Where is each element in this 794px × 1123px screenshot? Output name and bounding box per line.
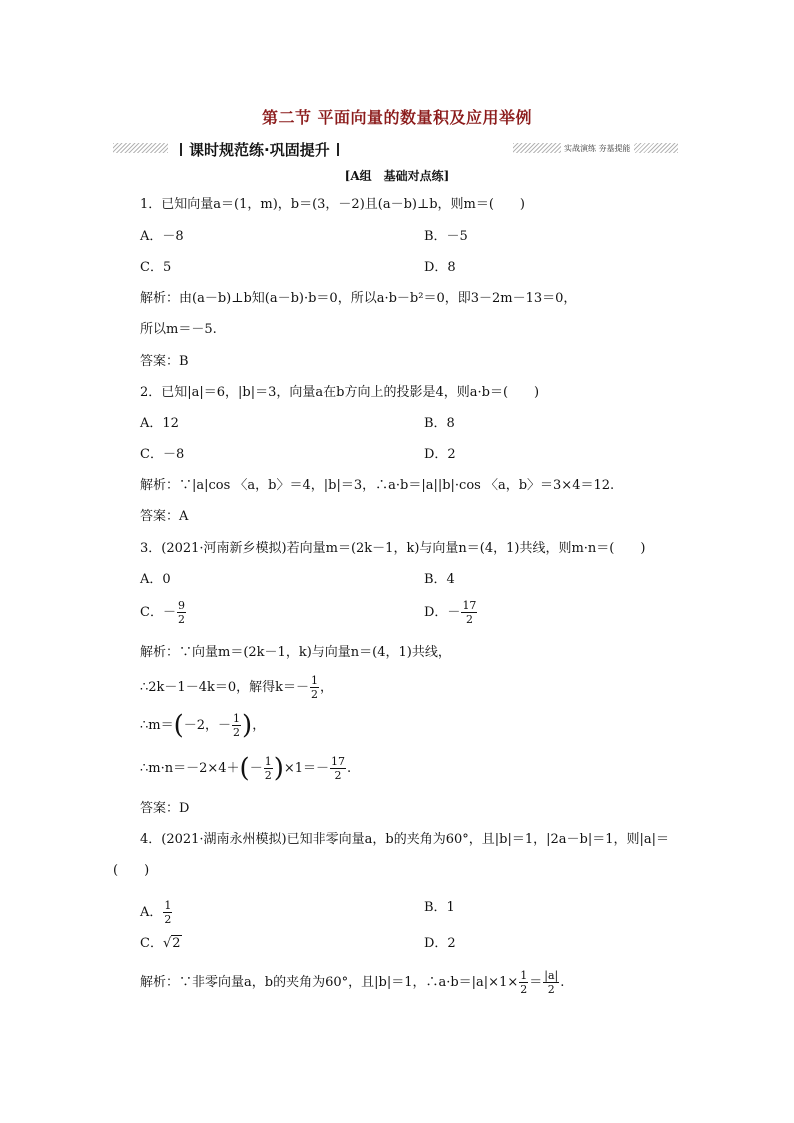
q3-sol4-rparen: ) bbox=[273, 753, 284, 784]
q1-solution-line2: 所以m＝－5. bbox=[140, 322, 217, 337]
q4-sol-num: 1 bbox=[520, 969, 528, 982]
q3-option-c-fraction bbox=[177, 599, 186, 626]
q4-option-a bbox=[140, 899, 173, 926]
banner-hatch-left bbox=[113, 143, 168, 153]
q3-solution-line3 bbox=[140, 712, 265, 739]
q3-solution-line1: 解析：∵向量m＝(2k－1，k)与向量n＝(4，1)共线， bbox=[140, 645, 451, 660]
q4-sol-end: . bbox=[560, 975, 565, 990]
q2-option-d: D．2 bbox=[424, 447, 456, 462]
q1-option-d: D．8 bbox=[424, 260, 456, 275]
q4-sol-fraction2 bbox=[543, 969, 559, 996]
q4-option-c bbox=[140, 935, 182, 953]
q3-sol4-fraction2 bbox=[330, 755, 346, 782]
q3-option-c-den: 2 bbox=[177, 613, 185, 626]
q3-sol2-suffix: ， bbox=[320, 680, 334, 695]
q3-sol4-lparen: ( bbox=[239, 753, 250, 784]
q3-option-c-num: 9 bbox=[177, 599, 185, 612]
banner-bar-left bbox=[180, 143, 182, 156]
q3-sol4-end: . bbox=[347, 761, 352, 776]
q4-option-a-fraction bbox=[163, 899, 172, 926]
q4-sol-den2: 2 bbox=[547, 983, 555, 996]
sqrt-icon: √ bbox=[162, 936, 172, 951]
q3-answer: 答案：D bbox=[140, 801, 190, 816]
q3-sol4-after: ×1＝－ bbox=[283, 761, 330, 776]
q4-option-c-radicand: 2 bbox=[172, 936, 181, 951]
q2-answer: 答案：A bbox=[140, 509, 189, 524]
q4-sol-fraction bbox=[519, 969, 528, 996]
q4-option-a-den: 2 bbox=[164, 913, 172, 926]
q3-sol3-num: 1 bbox=[233, 712, 241, 725]
q1-answer: 答案：B bbox=[140, 354, 189, 369]
q3-option-d bbox=[424, 599, 478, 626]
group-heading: [A组 基础对点练] bbox=[344, 169, 450, 183]
q4-option-a-num: 1 bbox=[164, 899, 172, 912]
q3-sol3-fraction bbox=[232, 712, 241, 739]
banner-label: 课时规范练·巩固提升 bbox=[189, 141, 330, 159]
q1-option-b: B．－5 bbox=[424, 229, 468, 244]
q3-sol2-prefix: ∴2k－1－4k＝0，解得k＝－ bbox=[140, 680, 309, 695]
section-title: 第二节 平面向量的数量积及应用举例 bbox=[261, 108, 533, 127]
q4-option-d: D．2 bbox=[424, 936, 456, 951]
q4-stem-line2: ( ) bbox=[113, 863, 150, 878]
q3-option-c-prefix: C．－ bbox=[140, 605, 176, 620]
q3-sol3-den: 2 bbox=[233, 726, 241, 739]
q3-sol3-suffix: ， bbox=[252, 718, 266, 733]
q3-sol3-rparen: ) bbox=[242, 710, 253, 741]
q3-option-c bbox=[140, 599, 187, 626]
q4-sol-eq: ＝ bbox=[529, 975, 543, 990]
q2-option-b: B．8 bbox=[424, 416, 455, 431]
q3-sol4-den2: 2 bbox=[334, 769, 342, 782]
q3-solution-line2 bbox=[140, 674, 333, 701]
q3-sol3-lparen: ( bbox=[173, 710, 184, 741]
q1-stem: 1．已知向量a＝(1，m)，b＝(3，－2)且(a－b)⊥b，则m＝( ) bbox=[140, 197, 526, 212]
q3-solution-line4 bbox=[140, 755, 351, 782]
q3-option-d-prefix: D．－ bbox=[424, 605, 461, 620]
banner-title bbox=[171, 139, 348, 160]
q3-sol2-fraction bbox=[310, 674, 319, 701]
q2-solution: 解析：∵|a|cos 〈a，b〉＝4，|b|＝3，∴a·b＝|a||b|·cos 〈a，b〉＝3×4＝12. bbox=[140, 478, 615, 493]
q3-sol4-num2: 17 bbox=[331, 755, 346, 768]
q1-option-a: A．－8 bbox=[140, 229, 184, 244]
q3-sol4-prefix: ∴m·n＝－2×4＋ bbox=[140, 761, 240, 776]
q2-stem: 2．已知|a|＝6，|b|＝3，向量a在b方向上的投影是4，则a·b＝( ) bbox=[140, 385, 540, 400]
banner-tagline: 实战演练 夯基提能 bbox=[561, 143, 634, 154]
q3-option-b: B．4 bbox=[424, 572, 455, 587]
q4-sol-den: 2 bbox=[520, 983, 528, 996]
q3-sol4-fraction bbox=[264, 755, 273, 782]
practice-banner bbox=[113, 140, 678, 159]
q3-sol3-mid: －2，－ bbox=[183, 718, 232, 733]
q2-option-a: A．12 bbox=[140, 416, 179, 431]
q3-sol2-den: 2 bbox=[311, 688, 318, 701]
q4-sol-prefix: 解析：∵非零向量a，b的夹角为60°，且|b|＝1，∴a·b＝|a|×1× bbox=[140, 975, 519, 990]
q3-sol4-den: 2 bbox=[264, 769, 272, 782]
q3-sol3-prefix: ∴m＝ bbox=[140, 718, 174, 733]
q3-option-d-fraction bbox=[461, 599, 477, 626]
q4-sol-num2: |a| bbox=[544, 969, 559, 982]
q4-option-a-prefix: A． bbox=[140, 905, 163, 920]
q3-option-d-num: 17 bbox=[462, 599, 477, 612]
q3-sol2-num: 1 bbox=[311, 674, 318, 687]
q3-option-d-den: 2 bbox=[465, 613, 473, 626]
q3-sol4-num: 1 bbox=[264, 755, 272, 768]
q2-option-c: C．－8 bbox=[140, 447, 185, 462]
q4-option-c-prefix: C． bbox=[140, 936, 163, 951]
q4-solution bbox=[140, 969, 564, 996]
banner-bar-right bbox=[337, 143, 339, 156]
q3-stem: 3．(2021·河南新乡模拟)若向量m＝(2k－1，k)与向量n＝(4，1)共线，则m·n＝( ) bbox=[140, 541, 646, 556]
q4-option-b: B．1 bbox=[424, 900, 455, 915]
q3-option-a: A．0 bbox=[140, 572, 171, 587]
q3-sol4-mid: － bbox=[249, 761, 263, 776]
q1-solution-line1: 解析：由(a－b)⊥b知(a－b)·b＝0，所以a·b－b²＝0，即3－2m－13＝0， bbox=[140, 291, 577, 306]
q4-stem-line1: 4．(2021·湖南永州模拟)已知非零向量a，b的夹角为60°，且|b|＝1，|2a－b|＝1，则|a|＝ bbox=[140, 832, 669, 847]
q1-option-c: C．5 bbox=[140, 260, 172, 275]
